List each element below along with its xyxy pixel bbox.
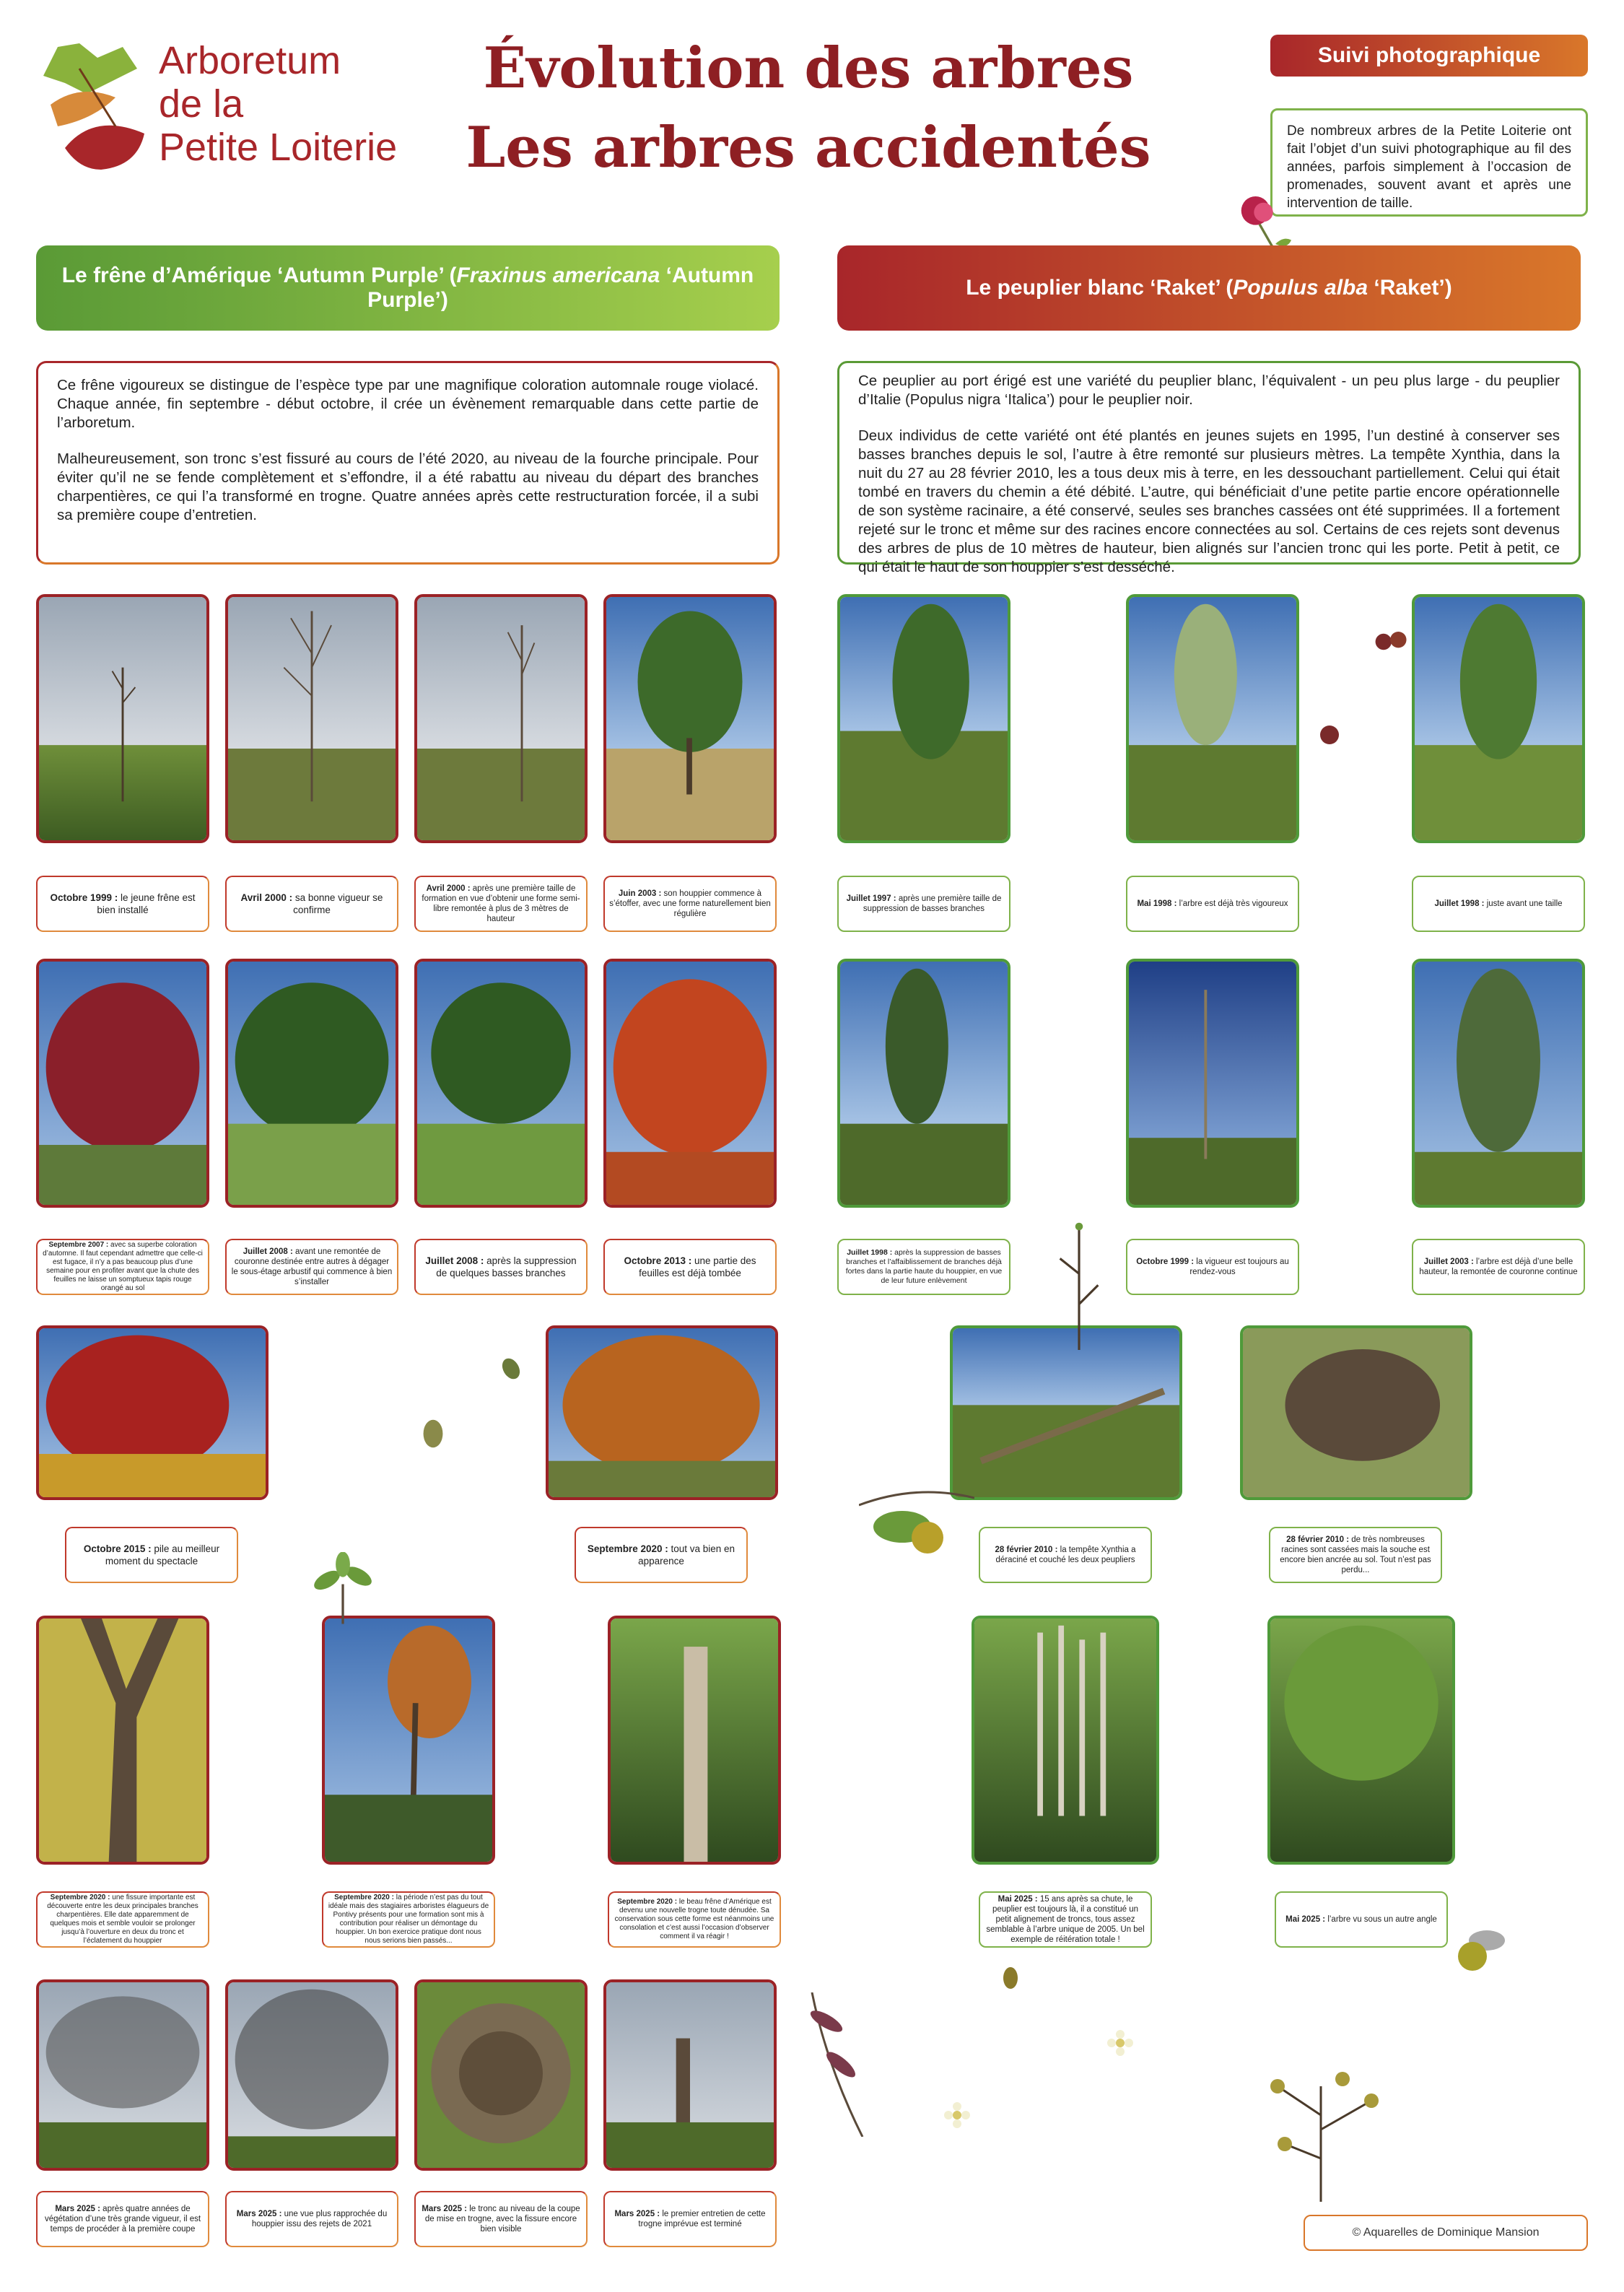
- branch-with-fruits-icon: [1256, 2057, 1386, 2202]
- caption-peuplier-2: Mai 1998 : l’arbre est déjà très vigoureux: [1126, 876, 1299, 932]
- section-header-peuplier: [837, 245, 1581, 331]
- leaf-spray-icon: [794, 1992, 873, 2137]
- caption-frene-12: Septembre 2020 : la période n’est pas du tout idéale mais des stagiaires arboristes élagueurs de Pontivy présents pour une formation sont mis à contribution pour réaliser un démontage du houppier. Un bon exercice pratique dont nous nous serions bien passés...: [322, 1891, 495, 1948]
- photo-frene-2008-07-a[interactable]: [225, 959, 398, 1208]
- photo-frene-2020-09-trogne[interactable]: [608, 1616, 781, 1865]
- caption-frene-4: Juin 2003 : son houppier commence à s’étoffer, avec une forme naturellement bien régulière: [603, 876, 777, 932]
- caption-peuplier-8: 28 février 2010 : de très nombreuses racines sont cassées mais la souche est encore bien ancrée au sol. Tout n’est pas perdu...: [1269, 1527, 1442, 1583]
- description-peuplier-p1: Ce peuplier au port érigé est une variété du peuplier blanc, l’équivalent - un peu plus large - du peuplier d’Italie (Populus nigra ‘Italica’) pour le peuplier noir.: [858, 372, 1560, 408]
- caption-frene-11: Septembre 2020 : une fissure importante est découverte entre les deux principales branches charpentières. Elle date apparemment de quelques mois et semble vouloir se prolonger jusqu’à l’ouverture en deux du tronc et l’éclatement du houppier: [36, 1891, 209, 1948]
- caption-peuplier-6: Juillet 2003 : l’arbre est déjà d’une belle hauteur, la remontée de couronne continue: [1412, 1239, 1585, 1295]
- description-frene: [36, 361, 780, 565]
- caption-peuplier-7: 28 février 2010 : la tempête Xynthia a déraciné et couché les deux peupliers: [979, 1527, 1152, 1583]
- photo-frene-2025-03-d[interactable]: [603, 1979, 777, 2171]
- page-title-line1: Évolution des arbres: [483, 35, 1134, 101]
- section-title-frene: Le frêne d’Amérique ‘Autumn Purple’ (Fraxinus americana ‘Autumn Purple’): [61, 263, 754, 312]
- photo-frene-2003-06[interactable]: [603, 594, 777, 843]
- intro-box: De nombreux arbres de la Petite Loiterie ont fait l’objet d’un suivi photographique au fil des années, parfois simplement à l’occasion de promenades, souvent avant et après une intervention de taille.: [1270, 108, 1588, 217]
- photo-frene-2025-03-b[interactable]: [225, 1979, 398, 2171]
- caption-frene-9: Octobre 2015 : pile au meilleur moment du spectacle: [65, 1527, 238, 1583]
- caption-frene-16: Mars 2025 : le tronc au niveau de la coupe de mise en trogne, avec la fissure encore bien visible: [414, 2191, 588, 2247]
- caption-frene-8: Octobre 2013 : une partie des feuilles est déjà tombée: [603, 1239, 777, 1295]
- logo: [29, 40, 462, 177]
- seed-icon: [419, 1416, 448, 1451]
- leaf-icon: [498, 1356, 524, 1382]
- caption-frene-5: Septembre 2007 : avec sa superbe coloration d’automne. Il faut cependant admettre que celle-ci est fugace, il n’y a pas beaucoup plus d’une semaine pour en profiter avant que la chute des feuilles ne laisse un somptueux tapis rouge orangé au sol: [36, 1239, 209, 1295]
- caption-frene-10: Septembre 2020 : tout va bien en apparence: [575, 1527, 748, 1583]
- caption-frene-7: Juillet 2008 : après la suppression de quelques basses branches: [414, 1239, 588, 1295]
- fruit-icon: [1451, 1926, 1509, 1977]
- photo-peuplier-1998-07-a[interactable]: [1412, 594, 1585, 843]
- caption-peuplier-10: Mai 2025 : l’arbre vu sous un autre angle: [1275, 1891, 1448, 1948]
- caption-peuplier-5: Octobre 1999 : la vigueur est toujours au rendez-vous: [1126, 1239, 1299, 1295]
- photo-frene-2020-09-fissure[interactable]: [36, 1616, 209, 1865]
- photo-frene-2020-09-demontage[interactable]: [322, 1616, 495, 1865]
- leaf-logo-icon: [29, 40, 173, 177]
- seeds-icon: [1371, 624, 1412, 659]
- caption-frene-17: Mars 2025 : le premier entretien de cette trogne imprévue est terminé: [603, 2191, 777, 2247]
- seed-icon: [1315, 720, 1344, 749]
- photo-frene-2025-03-a[interactable]: [36, 1979, 209, 2171]
- caption-frene-13: Septembre 2020 : le beau frêne d’Amérique est devenu une nouvelle trogne toute dénudée. Sa conservation sous cette forme est néanmoins une consolation et c’est aussi l’occasion d’observer comment il va réagir !: [608, 1891, 781, 1948]
- caption-frene-14: Mars 2025 : après quatre années de végétation d’une très grande vigueur, il est temps de procéder à la première coupe: [36, 2191, 209, 2247]
- tag-suivi-photographique: Suivi photographique: [1270, 35, 1588, 77]
- caption-frene-2: Avril 2000 : sa bonne vigueur se confirme: [225, 876, 398, 932]
- photo-frene-2015-10[interactable]: [36, 1325, 269, 1500]
- caption-frene-6: Juillet 2008 : avant une remontée de couronne destinée entre autres à dégager le sous-étage arbustif qui commence à bien s’installer: [225, 1239, 398, 1295]
- photo-frene-2020-09[interactable]: [546, 1325, 778, 1500]
- section-title-peuplier: Le peuplier blanc ‘Raket’ (Populus alba ‘Raket’): [966, 276, 1452, 300]
- description-peuplier: [837, 361, 1581, 575]
- photo-frene-2013-10[interactable]: [603, 959, 777, 1208]
- photo-frene-2000-04-b[interactable]: [414, 594, 588, 843]
- photo-frene-2008-07-b[interactable]: [414, 959, 588, 1208]
- caption-frene-15: Mars 2025 : une vue plus rapprochée du houppier issu des rejets de 2021: [225, 2191, 398, 2247]
- photo-peuplier-2025-05-a[interactable]: [972, 1616, 1159, 1865]
- photo-peuplier-2010-02-b[interactable]: [1240, 1325, 1472, 1500]
- photo-frene-1999-10[interactable]: [36, 594, 209, 843]
- flower-icon: [1106, 2029, 1135, 2057]
- photo-frene-2007-09[interactable]: [36, 959, 209, 1208]
- caption-peuplier-4: Juillet 1998 : après la suppression de basses branches et l’affaiblissement de branches déjà fortes dans la partie haute du houppier, en vue de leur future enlèvement: [837, 1239, 1010, 1295]
- caption-frene-1: Octobre 1999 : le jeune frêne est bien installé: [36, 876, 209, 932]
- leafy-twig-icon: [303, 1552, 383, 1624]
- logo-line3: Petite Loiterie: [159, 126, 398, 169]
- photo-frene-2025-03-c[interactable]: [414, 1979, 588, 2171]
- page-title-line2: Les arbres accidentés: [466, 115, 1151, 180]
- flower-icon: [943, 2101, 972, 2130]
- photo-peuplier-2025-05-b[interactable]: [1267, 1616, 1455, 1865]
- photo-frene-2000-04-a[interactable]: [225, 594, 398, 843]
- photo-peuplier-2003-07[interactable]: [1412, 959, 1585, 1208]
- photo-peuplier-2010-02-a[interactable]: [950, 1325, 1182, 1500]
- description-frene-p2: Malheureusement, son tronc s’est fissuré au cours de l’été 2020, au niveau de la fourche principale. Pour éviter qu’il ne se fende complètement et s’effondre, il a été rabattu au niveau du départ des branches charpentières, ce qui l’a transformé en trogne. Quatre années après cette restructuration forcée, il a subi sa première coupe d’entretien.: [57, 450, 759, 523]
- section-header-frene: [36, 245, 780, 331]
- caption-peuplier-3: Juillet 1998 : juste avant une taille: [1412, 876, 1585, 932]
- caption-frene-3: Avril 2000 : après une première taille de formation en vue d’obtenir une forme semi-libre remontée à plus de 3 mètres de hauteur: [414, 876, 588, 932]
- caption-peuplier-9: Mai 2025 : 15 ans après sa chute, le peuplier est toujours là, il a constitué un petit alignement de troncs, tous assez semblable à l’arbre unique de 2005. Un bel exemple de réitération totale !: [979, 1891, 1152, 1948]
- description-frene-p1: Ce frêne vigoureux se distingue de l’espèce type par une magnifique coloration automnale rouge violacé. Chaque année, fin septembre - début octobre, il crée un évènement remarquable dans cette partie de l’arboretum.: [57, 377, 759, 431]
- logo-line1: Arboretum: [159, 39, 341, 82]
- photo-peuplier-1999-10[interactable]: [1126, 959, 1299, 1208]
- photo-peuplier-1997-07[interactable]: [837, 594, 1010, 843]
- bud-icon: [1000, 1964, 1021, 1992]
- fruit-branch-icon: [859, 1473, 974, 1567]
- caption-peuplier-1: Juillet 1997 : après une première taille de suppression de basses branches: [837, 876, 1010, 932]
- description-peuplier-p2: Deux individus de cette variété ont été plantés en jeunes sujets en 1995, l’un destiné à conserver ses basses branches depuis le sol, l’autre à être remonté sur plusieurs mètres. La tempête Xynthia, dans la nuit du 27 au 28 février 2010, les a tous deux mis à terre, en les dessouchant partiellement. Celui qui était tombé en travers du chemin a été débité. L’autre, qui bénéficiait d’une petite partie encore opérationnelle de son système racinaire, a été conservé, seules ses branches cassées ont été supprimées. Il a fortement rejeté sur le tronc et même sur des racines encore connectées au sol. Certains de ces rejets sont devenus des arbres de plus de 10 mètres de hauteur, bien alignés sur l’ancien tronc qui les porte. Petit à petit, ce qui était le haut de son houppier s’est desséché.: [858, 427, 1560, 575]
- twig-icon: [1047, 1213, 1112, 1350]
- photo-peuplier-1998-07-b[interactable]: [837, 959, 1010, 1208]
- credit: © Aquarelles de Dominique Mansion: [1304, 2215, 1588, 2251]
- logo-line2: de la: [159, 82, 244, 126]
- photo-peuplier-1998-05[interactable]: [1126, 594, 1299, 843]
